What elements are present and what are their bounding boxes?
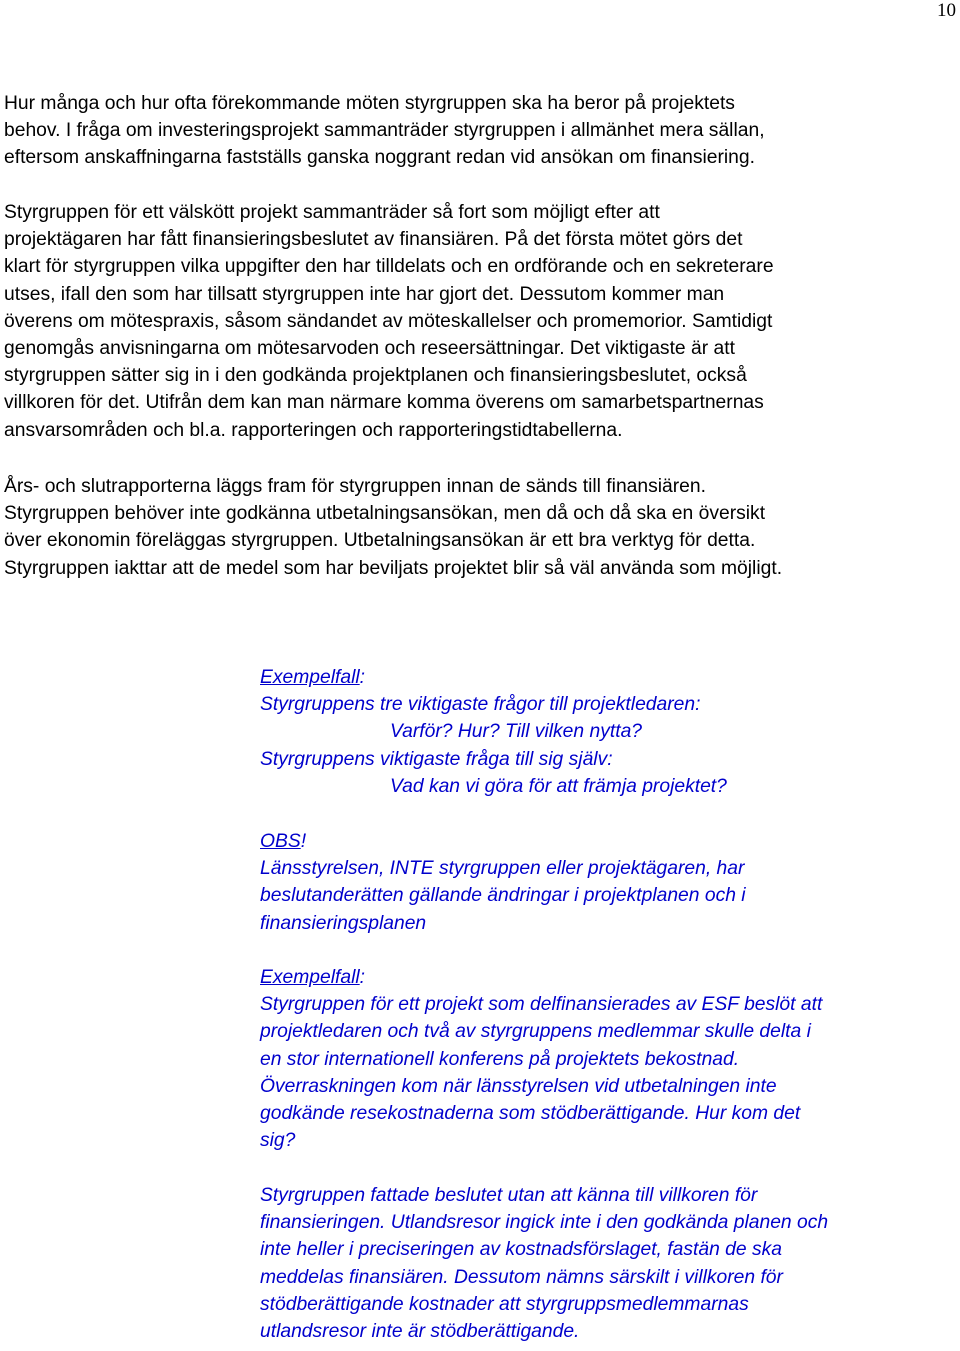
paragraph-first-meeting: Styrgruppen för ett välskött projekt sammanträder så fort som möjligt efter att projektägaren har fått finansieringsbeslutet av finansiären. På det första mötet görs det klart för styrgruppen vilka uppgifter den har tilldelats och en ordförande och en sekreterare utses, ifall den som har tillsatt styrgruppen inte har gjort det. Dessutom kommer man överens om mötespraxis, såsom sändandet av möteskallelser och promemorior. Samtidigt genomgås anvisningarna om mötesarvoden och reseersättningar. Det viktigaste är att styrgruppen sätter sig in i den godkända projektplanen och finansieringsbeslutet, också villkoren för det. Utifrån dem kan man närmare komma överens om samarbetspartnernas ansvarsområden och bl.a. rapporteringen och rapporteringstidtabellerna.	[4, 202, 774, 441]
answer-line: finansieringen. Utlandsresor ingick inte i den godkända planen och	[260, 1212, 829, 1234]
page-number: 10	[937, 0, 956, 21]
obs-box	[260, 828, 960, 937]
obs-line: beslutanderätten gällande ändringar i projektplanen och i	[260, 885, 746, 907]
example-line: Överraskningen kom när länsstyrelsen vid utbetalningen inte	[260, 1075, 777, 1097]
example-line: godkände resekostnaderna som stödberättigande. Hur kom det	[260, 1103, 801, 1125]
example-line: projektledaren och två av styrgruppens medlemmar skulle delta i	[260, 1021, 811, 1043]
obs-line: Länsstyrelsen, INTE styrgruppen eller projektägaren, har	[260, 858, 745, 880]
example-line: sig?	[260, 1130, 296, 1152]
example-line: Varför? Hur? Till vilken nytta?	[390, 721, 643, 743]
example-line: Vad kan vi göra för att främja projektet?	[390, 775, 727, 797]
answer-line: inte heller i preciseringen av kostnadsförslaget, fastän de ska	[260, 1239, 782, 1261]
example-line: Styrgruppen för ett projekt som delfinansierades av ESF beslöt att	[260, 994, 823, 1016]
paragraph-meetings: Hur många och hur ofta förekommande möten styrgruppen ska ha beror på projektets behov. I fråga om investeringsprojekt sammanträder styrgruppen i allmänhet mera sällan, eftersom anskaffningarna fastställs ganska noggrant redan vid ansökan om finansiering.	[4, 93, 765, 169]
paragraph-reports: Års- och slutrapporterna läggs fram för styrgruppen innan de sänds till finansiären. Styrgruppen behöver inte godkänna utbetalningsansökan, men då och då ska en översikt över ekonomin föreläggas styrgruppen. Utbetalningsansökan är ett bra verktyg för detta. Styrgruppen iakttar att de medel som har beviljats projektet blir så väl använda som möjligt.	[4, 476, 783, 579]
example-box-questions	[260, 664, 960, 800]
answer-line: utlandsresor inte är stödberättigande.	[260, 1321, 580, 1343]
example-line: Styrgruppens viktigaste fråga till sig själv:	[260, 748, 613, 770]
answer-line: stödberättigande kostnader att styrgruppsmedlemmarnas	[260, 1293, 749, 1315]
example-heading: Exempelfall:	[260, 967, 366, 988]
answer-line: Styrgruppen fattade beslutet utan att känna till villkoren för	[260, 1185, 758, 1206]
obs-heading: OBS!	[260, 831, 307, 852]
example-box-conference	[260, 964, 960, 1154]
answer-line: meddelas finansiären. Dessutom nämns särskilt i villkoren för	[260, 1266, 783, 1288]
example-heading: Exempelfall:	[260, 667, 366, 688]
obs-line: finansieringsplanen	[260, 912, 427, 934]
example-line: Styrgruppens tre viktigaste frågor till projektledaren:	[260, 694, 701, 716]
example-box-answer	[260, 1182, 960, 1345]
example-line: en stor internationell konferens på projektets bekostnad.	[260, 1048, 740, 1070]
